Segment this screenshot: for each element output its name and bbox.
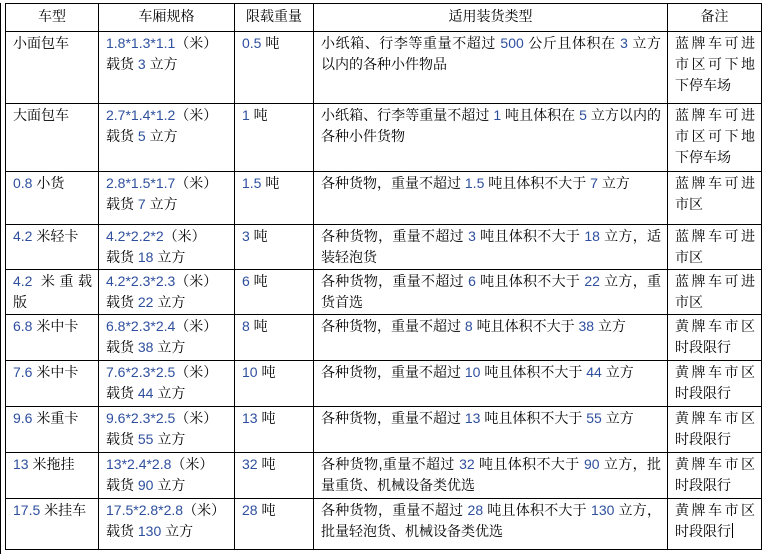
load-limit-cell: 1 吨 bbox=[235, 104, 314, 172]
page-edge-line bbox=[0, 3, 1, 554]
load-limit-cell: 0.5 吨 bbox=[235, 32, 314, 104]
cargo-types-cell: 各种货物，重量不超过 1.5 吨且体积不大于 7 立方 bbox=[314, 172, 668, 225]
vehicle-type-cell: 4.2 米轻卡 bbox=[6, 225, 99, 270]
vehicle-spec-table bbox=[5, 3, 762, 550]
table-row bbox=[6, 32, 762, 104]
box-spec-cell: 6.8*2.3*2.4（米） 载货 38 立方 bbox=[99, 315, 235, 361]
table-row bbox=[6, 315, 762, 361]
table-row bbox=[6, 172, 762, 225]
note-cell: 蓝牌车可进市区 bbox=[668, 225, 762, 270]
note-cell: 黄牌车市区时段限行 bbox=[668, 315, 762, 361]
vehicle-type-cell: 9.6 米重卡 bbox=[6, 407, 99, 453]
vehicle-type-cell: 小面包车 bbox=[6, 32, 99, 104]
load-limit-cell: 32 吨 bbox=[235, 453, 314, 499]
box-spec-cell: 9.6*2.3*2.5（米） 载货 55 立方 bbox=[99, 407, 235, 453]
box-spec-cell: 7.6*2.3*2.5（米） 载货 44 立方 bbox=[99, 361, 235, 407]
cargo-types-cell: 小纸箱、行李等重量不超过 500 公斤且体积在 3 立方以内的各种小件物品 bbox=[314, 32, 668, 104]
vehicle-type-cell: 7.6 米中卡 bbox=[6, 361, 99, 407]
box-spec-cell: 17.5*2.8*2.8（米） 载货 130 立方 bbox=[99, 499, 235, 550]
vehicle-type-cell: 4.2 米重载版 bbox=[6, 270, 99, 315]
load-limit-cell: 3 吨 bbox=[235, 225, 314, 270]
load-limit-cell: 13 吨 bbox=[235, 407, 314, 453]
note-cell: 黄牌车市区时段限行 bbox=[668, 499, 762, 550]
header-row bbox=[6, 4, 762, 32]
cargo-types-cell: 各种货物，重量不超过 28 吨且体积不大于 130 立方，批量轻泡货、机械设备类优选 bbox=[314, 499, 668, 550]
table-row bbox=[6, 453, 762, 499]
header-box-spec: 车厢规格 bbox=[99, 4, 235, 32]
note-cell: 黄牌车市区时段限行 bbox=[668, 361, 762, 407]
box-spec-cell: 4.2*2.2*2（米） 载货 18 立方 bbox=[99, 225, 235, 270]
note-cell: 黄牌车市区时段限行 bbox=[668, 453, 762, 499]
note-cell: 蓝牌车可进市区 bbox=[668, 172, 762, 225]
cargo-types-cell: 各种货物，重量不超过 10 吨且体积不大于 44 立方 bbox=[314, 361, 668, 407]
load-limit-cell: 1.5 吨 bbox=[235, 172, 314, 225]
box-spec-cell: 1.8*1.3*1.1（米） 载货 3 立方 bbox=[99, 32, 235, 104]
vehicle-type-cell: 17.5 米挂车 bbox=[6, 499, 99, 550]
box-spec-cell: 2.7*1.4*1.2（米） 载货 5 立方 bbox=[99, 104, 235, 172]
box-spec-cell: 4.2*2.3*2.3（米） 载货 22 立方 bbox=[99, 270, 235, 315]
load-limit-cell: 6 吨 bbox=[235, 270, 314, 315]
cargo-types-cell: 各种货物，重量不超过 13 吨且体积不大于 55 立方 bbox=[314, 407, 668, 453]
table-row bbox=[6, 225, 762, 270]
header-note: 备注 bbox=[668, 4, 762, 32]
vehicle-type-cell: 0.8 小货 bbox=[6, 172, 99, 225]
table-row bbox=[6, 407, 762, 453]
cargo-types-cell: 小纸箱、行李等重量不超过 1 吨且体积在 5 立方以内的各种小件货物 bbox=[314, 104, 668, 172]
cargo-types-cell: 各种货物，重量不超过 6 吨且体积不大于 22 立方，重货首选 bbox=[314, 270, 668, 315]
box-spec-cell: 13*2.4*2.8（米） 载货 90 立方 bbox=[99, 453, 235, 499]
table-row bbox=[6, 270, 762, 315]
cargo-types-cell: 各种货物，重量不超过 8 吨且体积不大于 38 立方 bbox=[314, 315, 668, 361]
vehicle-type-cell: 大面包车 bbox=[6, 104, 99, 172]
table-row bbox=[6, 104, 762, 172]
note-cell: 蓝牌车可进市区可下地下停车场 bbox=[668, 104, 762, 172]
header-vehicle-type: 车型 bbox=[6, 4, 99, 32]
header-load-limit: 限载重量 bbox=[235, 4, 314, 32]
load-limit-cell: 28 吨 bbox=[235, 499, 314, 550]
box-spec-cell: 2.8*1.5*1.7（米） 载货 7 立方 bbox=[99, 172, 235, 225]
header-cargo-types: 适用装货类型 bbox=[314, 4, 668, 32]
note-cell: 黄牌车市区时段限行 bbox=[668, 407, 762, 453]
note-cell: 蓝牌车可进市区 bbox=[668, 270, 762, 315]
text-cursor bbox=[732, 523, 733, 538]
note-cell: 蓝牌车可进市区可下地下停车场 bbox=[668, 32, 762, 104]
load-limit-cell: 8 吨 bbox=[235, 315, 314, 361]
table-row bbox=[6, 499, 762, 550]
vehicle-type-cell: 13 米拖挂 bbox=[6, 453, 99, 499]
cargo-types-cell: 各种货物，重量不超过 3 吨且体积不大于 18 立方，适装轻泡货 bbox=[314, 225, 668, 270]
load-limit-cell: 10 吨 bbox=[235, 361, 314, 407]
cargo-types-cell: 各种货物,重量不超过 32 吨且体积不大于 90 立方，批量重货、机械设备类优选 bbox=[314, 453, 668, 499]
vehicle-type-cell: 6.8 米中卡 bbox=[6, 315, 99, 361]
table-row bbox=[6, 361, 762, 407]
